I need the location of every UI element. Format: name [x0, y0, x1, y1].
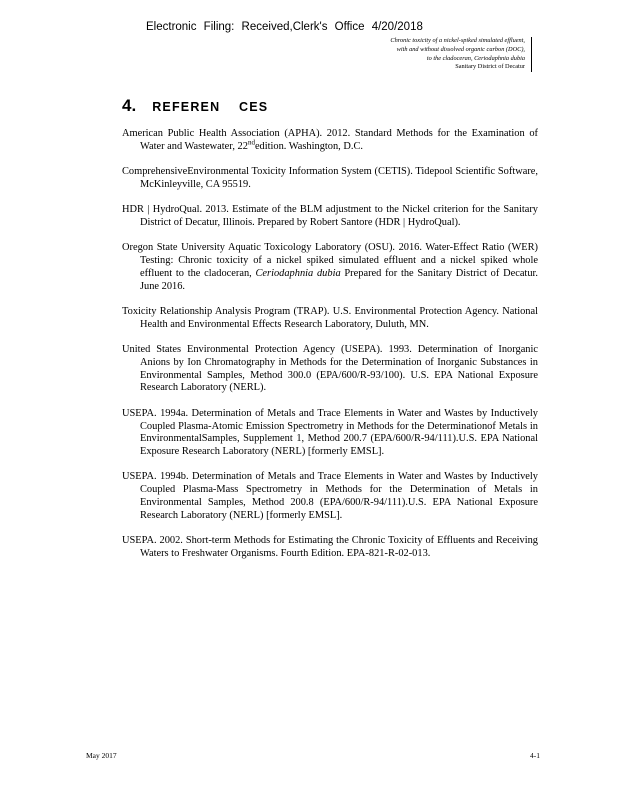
section-heading — [122, 96, 268, 116]
section-title: REFEREN CES — [152, 100, 269, 114]
reference-entry: American Public Health Association (APHA). 2012. Standard Methods for the Examination of Water and Wastewater, 22ndedition. Washington, D.C. — [122, 128, 538, 152]
reference-entry: HDR | HydroQual. 2013. Estimate of the BLM adjustment to the Nickel criterion for the Sanitary District of Decatur, Illinois. Prepared by Robert Santore (HDR | HydroQual). — [122, 204, 538, 228]
footer-date: May 2017 — [86, 751, 117, 760]
running-header-line: with and without dissolved organic carbon (DOC), — [396, 45, 525, 53]
reference-entry: Oregon State University Aquatic Toxicology Laboratory (OSU). 2016. Water-Effect Ratio (WER) Testing: Chronic toxicity of a nickel spiked simulated effluent and a nickel spiked whole effluent to the cladoceran, Ceriodaphnia dubia Prepared for the Sanitary District of Decatur. June 2016. — [122, 242, 538, 292]
reference-entry: USEPA. 2002. Short-term Methods for Estimating the Chronic Toxicity of Effluents and Receiving Waters to Freshwater Organisms. Fourth Edition. EPA-821-R-02-013. — [122, 535, 538, 559]
reference-entry: USEPA. 1994b. Determination of Metals and Trace Elements in Water and Wastes by Inductively Coupled Plasma-Mass Spectrometry in Methods for the Determination of Metals in Environmental Samples, Method 200.8 (EPA/600/R-94/111).U.S. EPA National Exposure Research Laboratory (NERL) [formerly EMSL]. — [122, 471, 538, 521]
running-header-line: Sanitary District of Decatur — [455, 63, 525, 71]
running-header-line: Chronic toxicity of a nickel-spiked simulated effluent, — [390, 37, 525, 44]
reference-entry: Toxicity Relationship Analysis Program (TRAP). U.S. Environmental Protection Agency. National Health and Environmental Effects Research Laboratory, Duluth, MN. — [122, 305, 538, 330]
running-header-line: to the cladoceran, Ceriodaphnia dubia — [426, 54, 525, 62]
section-number: 4. — [122, 96, 137, 115]
filing-stamp: Electronic Filing: Received,Clerk's Office 4/20/2018 — [146, 21, 423, 33]
page-number: 4-1 — [530, 751, 540, 760]
reference-entry: ComprehensiveEnvironmental Toxicity Information System (CETIS). Tidepool Scientific Software, McKinleyville, CA 95519. — [122, 166, 538, 190]
reference-entry: United States Environmental Protection Agency (USEPA). 1993. Determination of Inorganic Anions by Ion Chromatography in Methods for the Determination of Inorganic Substances in Environmental Samples, Method 300.0 (EPA/600/R-93/100). U.S. EPA National Exposure Research Laboratory (NERL). — [122, 344, 538, 394]
running-header — [390, 37, 532, 72]
reference-list — [122, 128, 538, 573]
reference-entry: USEPA. 1994a. Determination of Metals and Trace Elements in Water and Wastes by Inductively Coupled Plasma-Atomic Emission Spectrometry in Methods for the Determinationof Metals in EnvironmentalSamples, Supplement 1, Method 200.7 (EPA/600/R-94/111).U.S. EPA National Exposure Research Laboratory (NERL) [formerly EMSL]. — [122, 407, 538, 458]
